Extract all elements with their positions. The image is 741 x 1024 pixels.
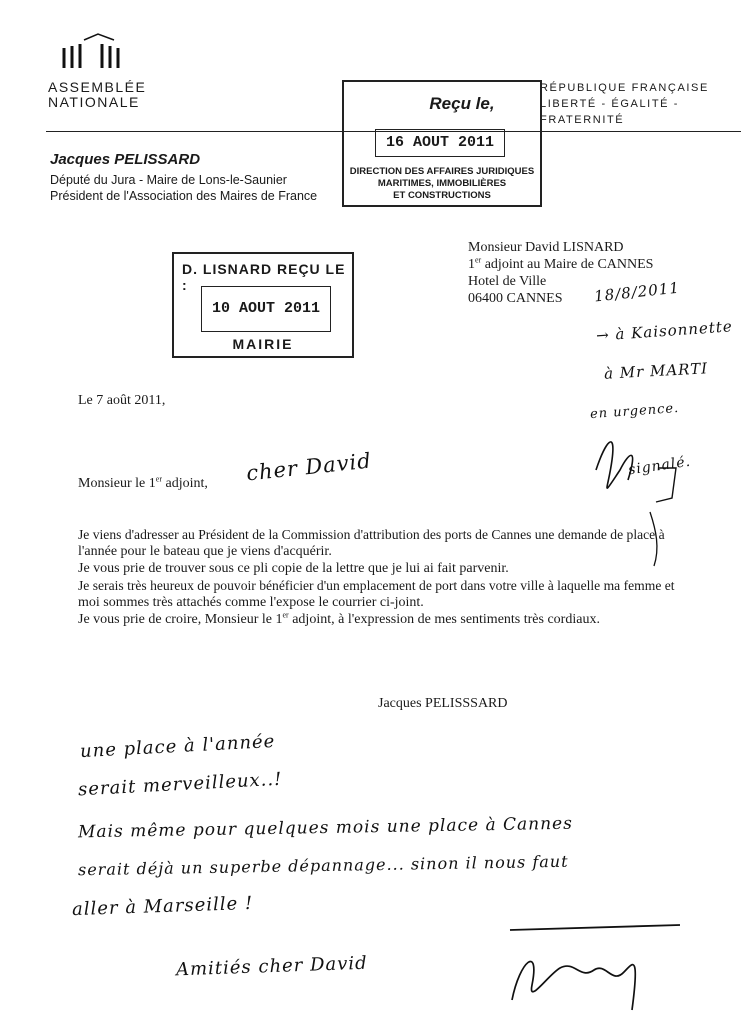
paragraph-3-cont: moi sommes très attachés comme l'expose le courrier ci-joint. — [78, 595, 424, 610]
recipient-role: 1er adjoint au Maire de CANNES — [468, 255, 654, 272]
note-line-3: Mais même pour quelques mois une place à Cannes — [77, 813, 574, 843]
stamp-title: Reçu le, — [429, 94, 495, 113]
lisnard-stamp-title: D. LISNARD REÇU LE : — [182, 261, 346, 293]
recipient-name: Monsieur David LISNARD — [468, 240, 624, 255]
paragraph-2: Je vous prie de trouver sous ce pli copie de la lettre que je lui ai fait parvenir. — [78, 561, 509, 576]
paragraph-4: Je vous prie de croire, Monsieur le 1er adjoint, à l'expression de mes sentiments très cordiaux. — [78, 610, 600, 627]
paragraph-3: Je serais très heureux de pouvoir bénéficier d'un emplacement de port dans votre ville à laquelle ma femme et — [78, 578, 675, 593]
handwritten-greeting: cher David — [245, 448, 373, 486]
received-stamp — [342, 80, 542, 207]
sender-name: Jacques PELISSARD — [50, 151, 201, 168]
note-line-1: une place à l'année — [79, 730, 276, 763]
note-line-2: serait merveilleux..! — [77, 768, 283, 801]
note-line-4: serait déjà un superbe dépannage... sinon il nous faut — [77, 851, 569, 880]
note-line-5: aller à Marseille ! — [71, 892, 254, 921]
salutation: Monsieur le 1er adjoint, — [78, 474, 208, 491]
handwritten-margin-2: à Mr MARTI — [603, 359, 709, 383]
handwritten-margin-3: en urgence. — [589, 400, 680, 423]
recipient-postcode: 06400 CANNES — [468, 291, 563, 306]
sender-title: Député du Jura - Maire de Lons-le-Saunier — [50, 173, 287, 187]
stamp-date: 16 AOUT 2011 — [375, 129, 505, 157]
lisnard-stamp-footer: MAIRIE — [232, 336, 294, 352]
handwritten-margin-4: signalé. — [627, 453, 693, 479]
sender-association: Président de l'Association des Maires de France — [50, 189, 318, 203]
typed-signature: Jacques PELISSSARD — [378, 696, 508, 711]
handwritten-closing: Amitiés cher David — [175, 952, 369, 981]
lisnard-stamp-date: 10 AOUT 2011 — [201, 286, 331, 332]
handwritten-margin-1: → à Kaisonnette — [595, 317, 734, 345]
republic-motto: RÉPUBLIQUE FRANÇAISE LIBERTÉ - ÉGALITÉ - FRATERNITÉ — [540, 82, 709, 126]
paragraph-1-cont: l'année pour le bateau que je viens d'acquérir. — [78, 544, 332, 559]
handwritten-date: 18/8/2011 — [593, 278, 681, 306]
lisnard-stamp — [172, 252, 354, 358]
letter-date: Le 7 août 2011, — [78, 393, 166, 408]
institution-name: ASSEMBLÉE NATIONALE — [48, 79, 147, 110]
recipient-address: Hotel de Ville — [468, 274, 547, 289]
paragraph-1: Je viens d'adresser au Président de la Commission d'attribution des ports de Cannes une demande de place à — [78, 527, 665, 542]
stamp-department: DIRECTION DES AFFAIRES JURIDIQUES MARITIMES, IMMOBILIÈRES ET CONSTRUCTIONS — [349, 166, 535, 201]
assembly-logo — [58, 30, 138, 72]
